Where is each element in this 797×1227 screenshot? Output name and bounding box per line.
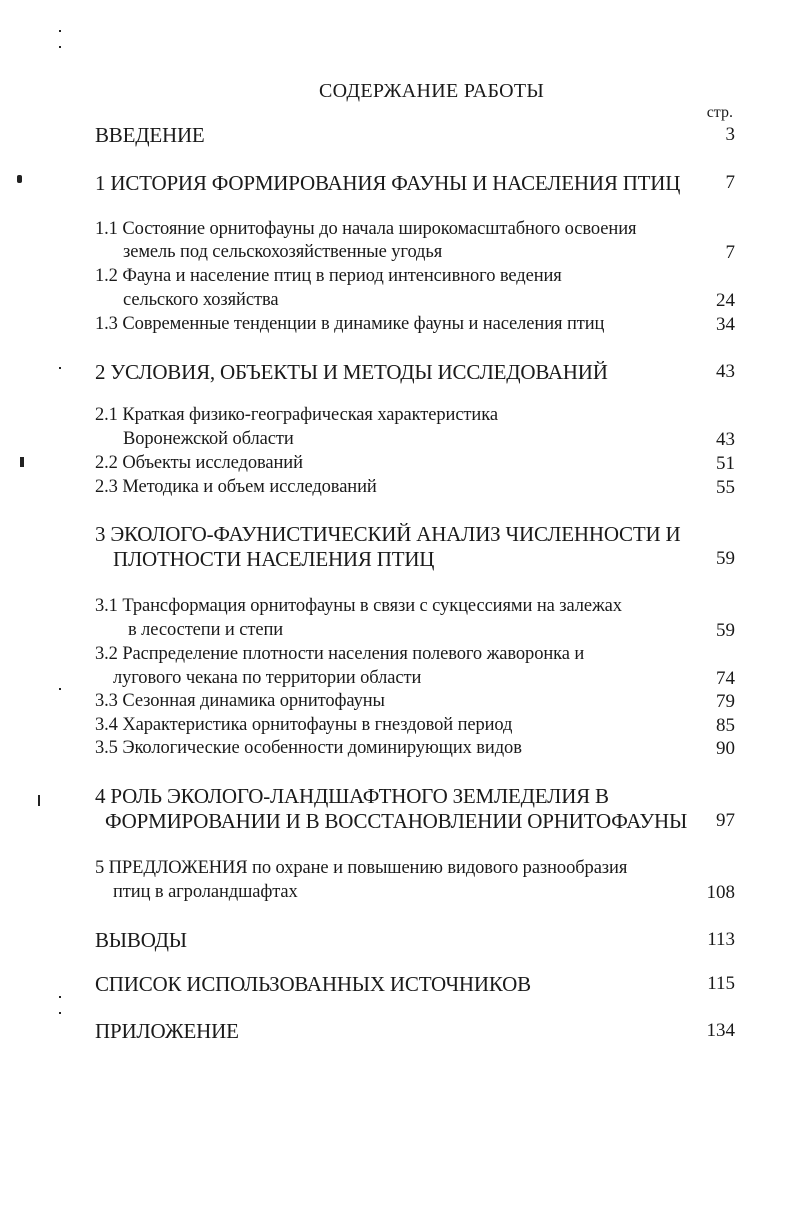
- toc-entry-title: 3.5 Экологические особенности доминирующих видов: [95, 738, 522, 758]
- toc-entry-page: 115: [707, 973, 735, 994]
- toc-entry-title-cont: Воронежской области: [123, 429, 294, 449]
- toc-entry-page: 97: [716, 810, 735, 831]
- toc-entry-page: 59: [716, 548, 735, 569]
- toc-entry-page: 43: [716, 361, 735, 382]
- toc-entry-title: СПИСОК ИСПОЛЬЗОВАННЫХ ИСТОЧНИКОВ: [95, 972, 531, 996]
- toc-entry-title: 2.3 Методика и объем исследований: [95, 477, 377, 497]
- toc-entry-page: 79: [716, 691, 735, 712]
- scan-mark: [38, 795, 40, 806]
- toc-entry-title: ПРИЛОЖЕНИЕ: [95, 1019, 239, 1043]
- toc-entry-title: ВВЕДЕНИЕ: [95, 123, 205, 147]
- page-column-header: стр.: [706, 104, 733, 121]
- toc-entry-title: 1.1 Состояние орнитофауны до начала широкомасштабного освоения: [95, 219, 637, 239]
- toc-entry-title: 3.3 Сезонная динамика орнитофауны: [95, 691, 385, 711]
- toc-entry-page: 55: [716, 477, 735, 498]
- scan-mark: [20, 457, 24, 467]
- toc-entry-title-cont: лугового чекана по территории области: [113, 668, 422, 688]
- toc-entry-title: 1.2 Фауна и население птиц в период интенсивного ведения: [95, 266, 562, 286]
- toc-entry-page: 7: [725, 172, 735, 193]
- toc-entry-title: 2.1 Краткая физико-географическая характеристика: [95, 405, 498, 425]
- toc-entry-title: 2 УСЛОВИЯ, ОБЪЕКТЫ И МЕТОДЫ ИССЛЕДОВАНИЙ: [95, 360, 608, 384]
- toc-entry-page: 85: [716, 715, 735, 736]
- toc-entry-title-cont: птиц в агроландшафтах: [113, 882, 298, 902]
- toc-entry-page: 74: [716, 668, 735, 689]
- toc-entry-page: 7: [725, 242, 735, 263]
- toc-entry-page: 34: [716, 314, 735, 335]
- toc-entry-title: 3.2 Распределение плотности населения полевого жаворонка и: [95, 644, 585, 664]
- scan-mark: [59, 1012, 61, 1014]
- scan-mark: [59, 688, 61, 690]
- toc-entry-page: 43: [716, 429, 735, 450]
- toc-entry-title: 3.1 Трансформация орнитофауны в связи с сукцессиями на залежах: [95, 596, 622, 616]
- page-title: СОДЕРЖАНИЕ РАБОТЫ: [319, 80, 545, 102]
- toc-entry-page: 59: [716, 620, 735, 641]
- scan-mark: [59, 367, 61, 369]
- toc-entry-title: 3 ЭКОЛОГО-ФАУНИСТИЧЕСКИЙ АНАЛИЗ ЧИСЛЕННОСТИ И: [95, 522, 681, 546]
- toc-entry-title-cont: ФОРМИРОВАНИИ И В ВОССТАНОВЛЕНИИ ОРНИТОФАУНЫ: [105, 809, 688, 833]
- toc-entry-title: 4 РОЛЬ ЭКОЛОГО-ЛАНДШАФТНОГО ЗЕМЛЕДЕЛИЯ В: [95, 784, 609, 808]
- toc-entry-page: 113: [707, 929, 735, 950]
- toc-entry-page: 108: [706, 882, 735, 903]
- toc-entry-page: 24: [716, 290, 735, 311]
- scan-mark: [59, 46, 61, 48]
- toc-entry-title: 1 ИСТОРИЯ ФОРМИРОВАНИЯ ФАУНЫ И НАСЕЛЕНИЯ ПТИЦ: [95, 171, 681, 195]
- toc-entry-title-cont: земель под сельскохозяйственные угодья: [123, 242, 443, 262]
- toc-entry-page: 3: [725, 124, 735, 145]
- toc-entry-title: 3.4 Характеристика орнитофауны в гнездовой период: [95, 715, 513, 735]
- toc-entry-page: 51: [716, 453, 735, 474]
- scan-mark: [59, 996, 61, 998]
- toc-entry-title: 5 ПРЕДЛОЖЕНИЯ по охране и повышению видового разнообразия: [95, 858, 628, 878]
- toc-entry-title-cont: ПЛОТНОСТИ НАСЕЛЕНИЯ ПТИЦ: [113, 547, 435, 571]
- toc-entry-title: 2.2 Объекты исследований: [95, 453, 303, 473]
- toc-entry-title-cont: в лесостепи и степи: [128, 620, 284, 640]
- toc-entry-page: 134: [706, 1020, 735, 1041]
- scan-mark: [59, 30, 61, 32]
- toc-entry-page: 90: [716, 738, 735, 759]
- scan-mark: [17, 175, 22, 183]
- toc-entry-title-cont: сельского хозяйства: [123, 290, 279, 310]
- toc-entry-title: ВЫВОДЫ: [95, 928, 187, 952]
- toc-entry-title: 1.3 Современные тенденции в динамике фауны и населения птиц: [95, 314, 605, 334]
